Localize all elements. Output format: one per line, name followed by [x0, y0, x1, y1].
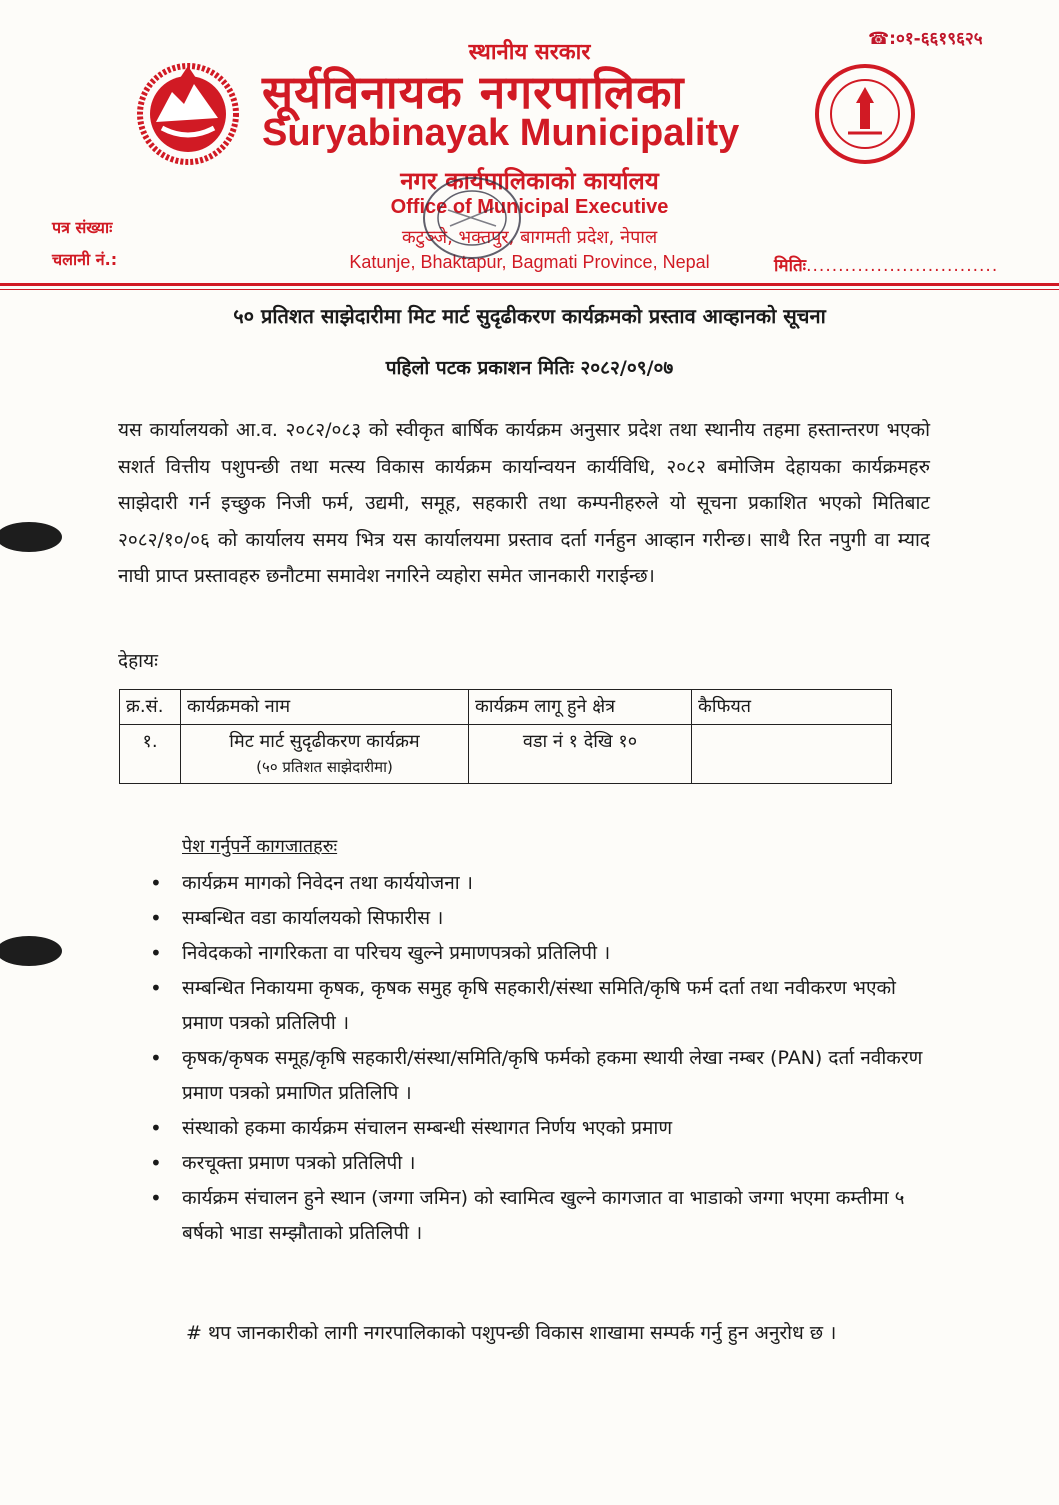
col-header-sn: क्र.सं.	[120, 690, 181, 725]
binder-hole	[0, 936, 62, 966]
notice-body: यस कार्यालयको आ.व. २०८२/०८३ को स्वीकृत बार्षिक कार्यक्रम अनुसार प्रदेश तथा स्थानीय तहमा हस्तान्तरण भएको सशर्त वित्तीय पशुपन्छी तथा मत्स्य विकास कार्यक्रम कार्यान्वयन कार्यविधि, २०८२ बमोजिम देहायका कार्यक्रमहरु साझेदारी गर्न इच्छुक निजी फर्म, उद्यमी, समूह, सहकारी तथा कम्पनीहरुले यो सूचना प्रकाशित भएको मितिबाट २०८२/१०/०६ को कार्यालय समय भित्र यस कार्यालयमा प्रस्ताव दर्ता गर्नहुन आव्हान गरीन्छ। साथै रित नपुगी वा म्याद नाघी प्राप्त प्रस्तावहरु छनौटमा समावेश नगरिने व्यहोरा समेत जानकारी गराईन्छ।	[118, 419, 930, 587]
bullet-icon: •	[150, 1046, 162, 1070]
binder-hole	[0, 522, 62, 552]
table-header-row	[120, 690, 892, 725]
letter-number-label: पत्र संख्याः	[52, 218, 113, 237]
details-label: देहायः	[118, 650, 158, 672]
office-stamp	[418, 170, 526, 266]
bullet-icon: •	[150, 1151, 162, 1175]
list-item	[150, 866, 940, 901]
date-placeholder: ..............................	[806, 256, 999, 276]
list-item-text: कृषक/कृषक समूह/कृषि सहकारी/संस्था/समिति/कृषि फर्मको हकमा स्थायी लेखा नम्बर (PAN) दर्ता नवीकरण प्रमाण पत्रको प्रमाणित प्रतिलिपि ।	[182, 1047, 923, 1104]
list-item-text: संस्थाको हकमा कार्यक्रम संचालन सम्बन्धी संस्थागत निर्णय भएको प्रमाण	[182, 1117, 673, 1139]
bullet-icon: •	[150, 941, 162, 965]
list-item	[150, 1041, 940, 1111]
list-item-text: सम्बन्धित वडा कार्यालयको सिफारीस ।	[182, 907, 444, 929]
header-divider-thin	[0, 289, 1059, 290]
list-item	[150, 1181, 940, 1251]
list-item	[150, 936, 940, 971]
cell-sn: १.	[120, 725, 181, 784]
list-item-text: कार्यक्रम संचालन हुने स्थान (जग्गा जमिन) को स्वामित्व खुल्ने कागजात वा भाडाको जग्गा भएमा कम्तीमा ५ बर्षको भाडा सम्झौताको प्रतिलिपी ।	[182, 1187, 905, 1244]
nepal-emblem-logo	[132, 62, 244, 168]
col-header-remarks: कैफियत	[692, 690, 892, 725]
phone-number: ☎:०१-६६१९६२५	[868, 29, 983, 49]
date-field	[774, 253, 998, 276]
municipality-title-english: Suryabinayak Municipality	[262, 112, 740, 154]
list-item-text: करचूक्ता प्रमाण पत्रको प्रतिलिपी ।	[182, 1152, 416, 1174]
list-item-text: कार्यक्रम मागको निवेदन तथा कार्ययोजना ।	[182, 872, 473, 894]
bullet-icon: •	[150, 906, 162, 930]
program-table	[119, 689, 892, 784]
date-label: मितिः	[774, 256, 807, 276]
notice-title: ५० प्रतिशत साझेदारीमा मिट मार्ट सुदृढीकरण कार्यक्रमको प्रस्ताव आव्हानको सूचना	[233, 304, 826, 328]
bullet-icon: •	[150, 871, 162, 895]
cell-program-name	[181, 725, 469, 784]
local-government-label: स्थानीय सरकार	[468, 40, 591, 65]
bullet-icon: •	[150, 1116, 162, 1140]
list-item	[150, 971, 940, 1041]
bullet-icon: •	[150, 976, 162, 1000]
col-header-area: कार्यक्रम लागू हुने क्षेत्र	[469, 690, 692, 725]
bullet-icon: •	[150, 1186, 162, 1210]
address-nepali: कटुञ्जे, भक्तपुर, बागमती प्रदेश, नेपाल	[401, 227, 658, 248]
table-row	[120, 725, 892, 784]
first-published-date: पहिलो पटक प्रकाशन मितिः २०८२/०९/०७	[385, 357, 674, 379]
cell-remarks	[692, 725, 892, 784]
header-divider	[0, 283, 1059, 286]
program-name: मिट मार्ट सुदृढीकरण कार्यक्रम	[229, 731, 420, 752]
documents-list	[150, 866, 940, 1251]
dispatch-number-label: चलानी नं.:	[52, 250, 118, 269]
list-item-text: निवेदकको नागरिकता वा परिचय खुल्ने प्रमाणपत्रको प्रतिलिपी ।	[182, 942, 611, 964]
col-header-program-name: कार्यक्रमको नाम	[181, 690, 469, 725]
list-item	[150, 901, 940, 936]
office-name-english: Office of Municipal Executive	[390, 196, 669, 218]
list-item	[150, 1146, 940, 1181]
cell-area: वडा नं १ देखि १०	[469, 725, 692, 784]
list-item	[150, 1111, 940, 1146]
office-name-nepali: नगर कार्यपालिकाको कार्यालय	[400, 167, 659, 195]
municipality-title-nepali: सूर्यविनायक नगरपालिका	[262, 65, 685, 119]
address-english: Katunje, Bhaktapur, Bagmati Province, Nepal	[349, 252, 710, 272]
footer-note: # थप जानकारीको लागी नगरपालिकाको पशुपन्छी विकास शाखामा सम्पर्क गर्नु हुन अनुरोध छ ।	[186, 1322, 837, 1344]
municipality-seal-logo	[814, 63, 916, 165]
list-item-text: सम्बन्धित निकायमा कृषक, कृषक समुह कृषि सहकारी/संस्था समिति/कृषि फर्म दर्ता तथा नवीकरण भएको प्रमाण पत्रको प्रतिलिपी ।	[182, 977, 896, 1034]
documents-heading: पेश गर्नुपर्ने कागजातहरुः	[182, 836, 338, 857]
program-name-sub: (५० प्रतिशत साझेदारीमा)	[256, 758, 393, 776]
